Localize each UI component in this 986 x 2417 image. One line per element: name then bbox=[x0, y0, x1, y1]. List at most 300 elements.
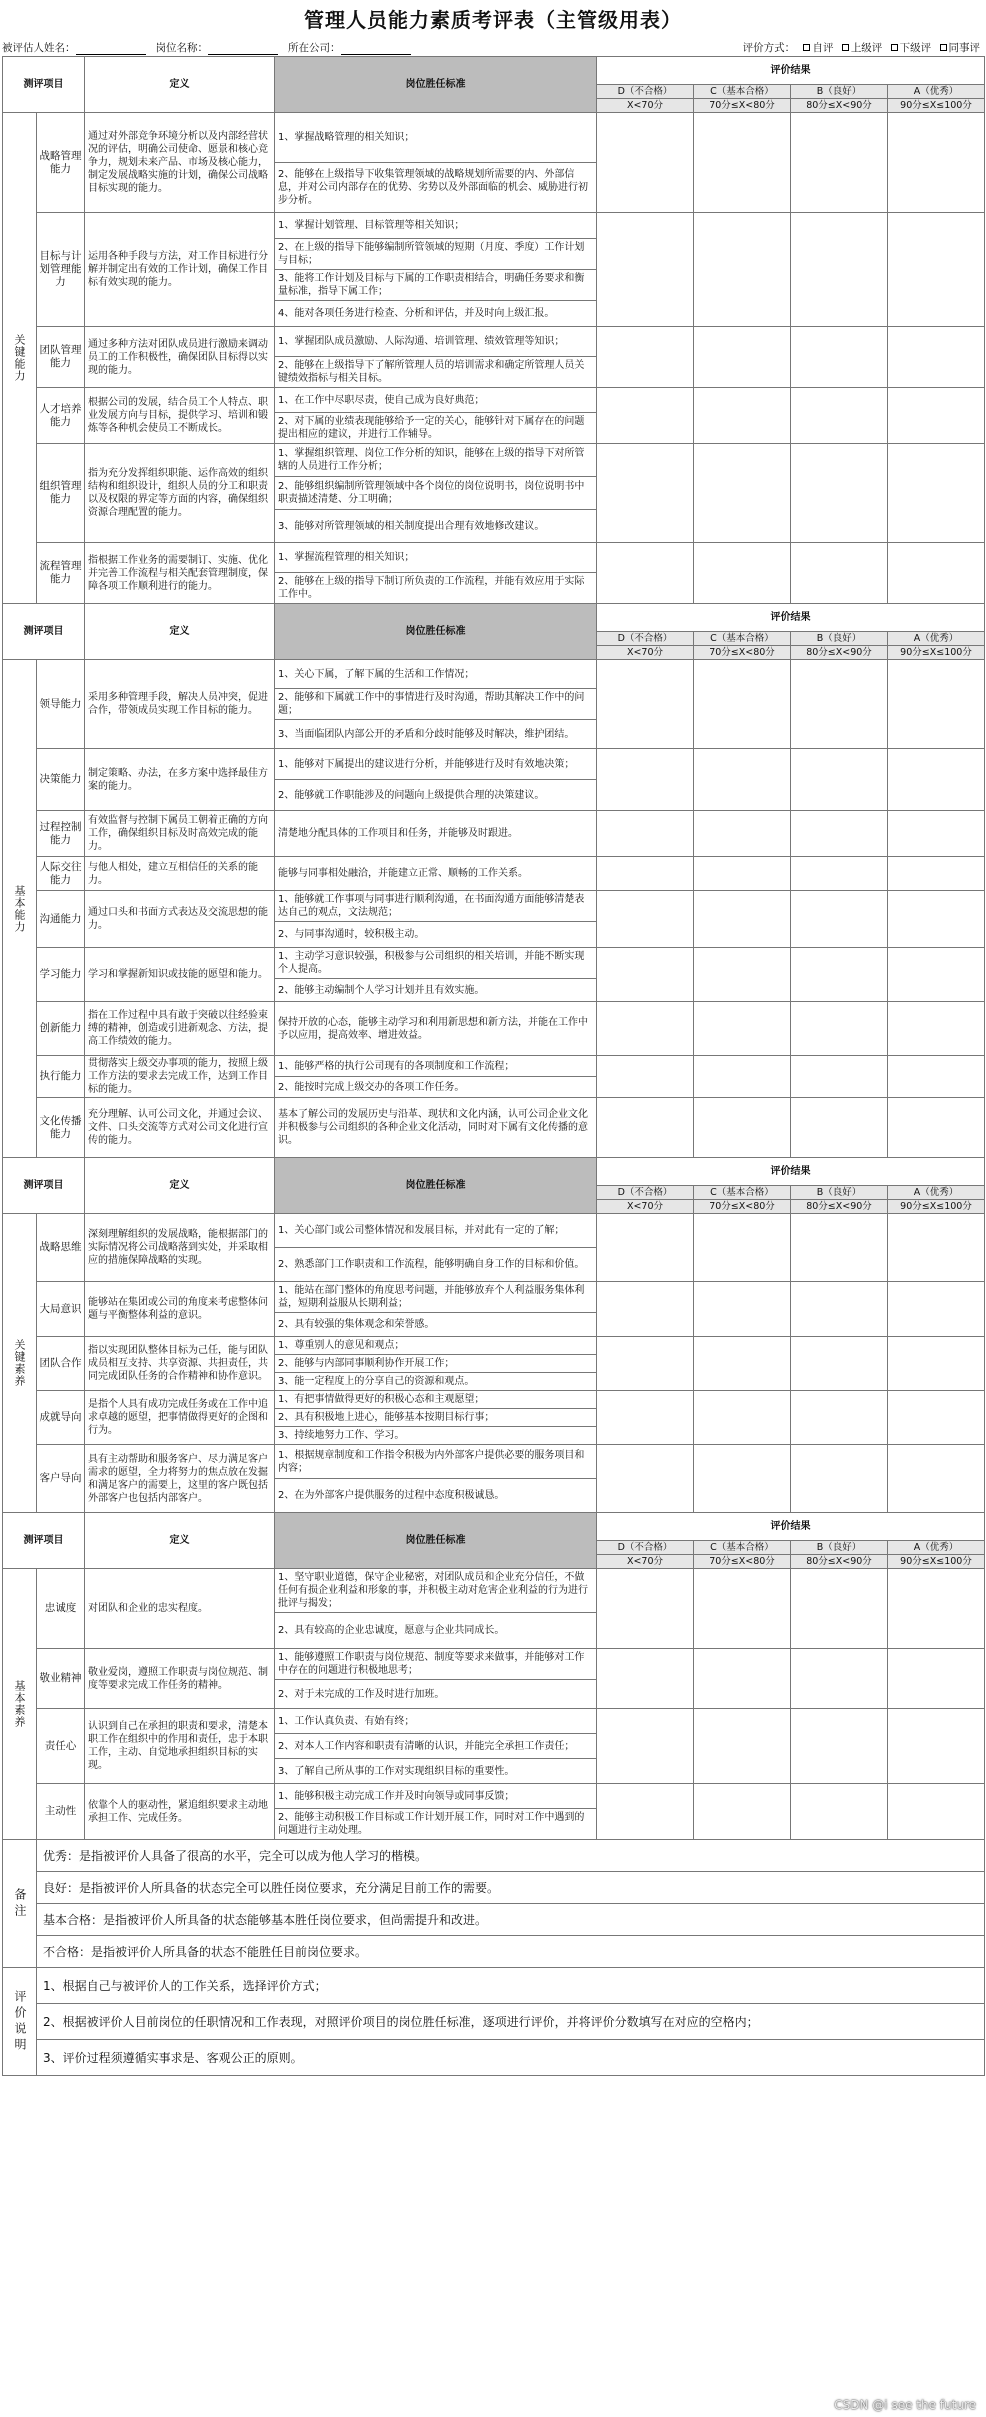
competency-definition: 深刻理解组织的发展战略，能根据部门的实际情况将公司战略落到实处，并采取相应的措施保障战略的实现。 bbox=[85, 1214, 275, 1282]
standard-cell: 2、能够在上级指导下收集管理领域的战略规划所需要的内、外部信息，并对公司内部存在的优势、劣势以及外部面临的机会、威胁进行初步分析。 bbox=[275, 163, 597, 213]
table-row bbox=[3, 1649, 985, 1680]
standard-cell: 1、掌握战略管理的相关知识； bbox=[275, 113, 597, 163]
competency-definition: 指为充分发挥组织职能、运作高效的组织结构和组织设计，组织人员的分工和职责以及权限的界定等方面的内容，确保组织资源合理配置的能力。 bbox=[85, 444, 275, 543]
score-input-cell[interactable] bbox=[791, 1445, 888, 1513]
standard-header: 岗位胜任标准 bbox=[275, 57, 597, 113]
competency-definition: 具有主动帮助和服务客户、尽力满足客户需求的愿望，全力将努力的焦点放在发掘和满足客户的需要上，这里的客户既包括外部客户也包括内部客户。 bbox=[85, 1445, 275, 1513]
category-cell: 基本素养 bbox=[3, 1569, 37, 1840]
standard-cell: 1、能够积极主动完成工作并及时向领导或同事反馈； bbox=[275, 1784, 597, 1809]
instructions-label: 评价说明 bbox=[3, 1968, 37, 2076]
competency-definition: 对团队和企业的忠实程度。 bbox=[85, 1569, 275, 1649]
standard-header: 岗位胜任标准 bbox=[275, 1513, 597, 1569]
competency-definition: 与他人相处，建立互相信任的关系的能力。 bbox=[85, 857, 275, 891]
score-input-cell[interactable] bbox=[597, 1445, 694, 1513]
score-input-cell[interactable] bbox=[694, 1282, 791, 1337]
score-input-cell[interactable] bbox=[791, 1282, 888, 1337]
score-input-cell[interactable] bbox=[888, 660, 985, 749]
competency-definition: 通过对外部竞争环境分析以及内部经营状况的评估，明确公司使命、愿景和核心竞争力，规划未来产品、市场及核心能力，制定发展战略实施的计划，确保公司战略目标实现的能力。 bbox=[85, 113, 275, 213]
score-input-cell[interactable] bbox=[597, 1784, 694, 1840]
competency-definition: 依靠个人的驱动性，紧追组织要求主动地承担工作、完成任务。 bbox=[85, 1784, 275, 1840]
standard-cell: 1、主动学习意识较强，积极参与公司组织的相关培训，并能不断实现个人提高。 bbox=[275, 948, 597, 979]
score-input-cell[interactable] bbox=[888, 811, 985, 857]
competency-name: 大局意识 bbox=[37, 1282, 85, 1337]
table-row bbox=[3, 891, 985, 922]
level-label: B（良好） bbox=[791, 85, 888, 99]
standard-header: 岗位胜任标准 bbox=[275, 1158, 597, 1214]
score-input-cell[interactable] bbox=[597, 660, 694, 749]
result-header: 评价结果 bbox=[597, 57, 985, 85]
evaluation-method bbox=[743, 40, 980, 55]
competency-definition: 指以实现团队整体目标为己任，能与团队成员相互支持、共享资源、共担责任，共同完成团队任务的合作精神和协作意识。 bbox=[85, 1337, 275, 1391]
competency-name: 过程控制能力 bbox=[37, 811, 85, 857]
item-header: 测评项目 bbox=[3, 604, 85, 660]
score-input-cell[interactable] bbox=[888, 749, 985, 811]
standard-cell: 1、掌握组织管理、岗位工作分析的知识，能够在上级的指导下对所管辖的人员进行工作分析； bbox=[275, 444, 597, 477]
score-input-cell[interactable] bbox=[694, 1784, 791, 1840]
table-row bbox=[3, 1784, 985, 1809]
standard-cell: 2、能够主动编制个人学习计划并且有效实施。 bbox=[275, 979, 597, 1002]
table-row bbox=[3, 444, 985, 477]
item-header: 测评项目 bbox=[3, 57, 85, 113]
score-input-cell[interactable] bbox=[888, 1569, 985, 1649]
definition-header: 定义 bbox=[85, 1158, 275, 1214]
score-input-cell[interactable] bbox=[597, 1098, 694, 1158]
score-input-cell[interactable] bbox=[694, 1214, 791, 1282]
table-row bbox=[3, 811, 985, 857]
score-input-cell[interactable] bbox=[791, 444, 888, 543]
level-label: C（基本合格） bbox=[694, 85, 791, 99]
competency-definition: 采用多种管理手段，解决人员冲突，促进合作，带领成员实现工作目标的能力。 bbox=[85, 660, 275, 749]
score-input-cell[interactable] bbox=[791, 1649, 888, 1709]
score-range: 80分≤X<90分 bbox=[791, 99, 888, 113]
standard-cell: 4、能对各项任务进行检查、分析和评估，并及时向上级汇报。 bbox=[275, 301, 597, 327]
note-text: 基本合格：是指被评价人所具备的状态能够基本胜任岗位要求，但尚需提升和改进。 bbox=[37, 1904, 985, 1936]
score-input-cell[interactable] bbox=[791, 948, 888, 1002]
score-input-cell[interactable] bbox=[597, 749, 694, 811]
standard-cell: 2、对下属的业绩表现能够给予一定的关心，能够针对下属存在的问题提出相应的建议，并进行工作辅导。 bbox=[275, 413, 597, 444]
score-input-cell[interactable] bbox=[694, 543, 791, 604]
method-checkbox[interactable] bbox=[842, 44, 849, 51]
competency-name: 人际交往能力 bbox=[37, 857, 85, 891]
level-label: A（优秀） bbox=[888, 1541, 985, 1555]
score-input-cell[interactable] bbox=[888, 543, 985, 604]
table-row bbox=[3, 749, 985, 780]
competency-name: 客户导向 bbox=[37, 1445, 85, 1513]
note-row bbox=[3, 1872, 985, 1904]
standard-cell: 1、能够就工作事项与同事进行顺利沟通，在书面沟通方面能够清楚表达自己的观点，文法规范； bbox=[275, 891, 597, 922]
score-input-cell[interactable] bbox=[791, 1709, 888, 1784]
table-row bbox=[3, 1337, 985, 1355]
level-label: D（不合格） bbox=[597, 85, 694, 99]
competency-name: 流程管理能力 bbox=[37, 543, 85, 604]
result-header: 评价结果 bbox=[597, 1513, 985, 1541]
score-input-cell[interactable] bbox=[791, 749, 888, 811]
score-input-cell[interactable] bbox=[791, 1098, 888, 1158]
competency-definition: 有效监督与控制下属员工朝着正确的方向工作，确保组织目标及时高效完成的能力。 bbox=[85, 811, 275, 857]
score-range: X<70分 bbox=[597, 1200, 694, 1214]
header-row bbox=[3, 57, 985, 85]
table-row bbox=[3, 1214, 985, 1248]
score-input-cell[interactable] bbox=[888, 1337, 985, 1391]
standard-cell: 清楚地分配具体的工作项目和任务，并能够及时跟进。 bbox=[275, 811, 597, 857]
score-input-cell[interactable] bbox=[791, 891, 888, 948]
table-row bbox=[3, 660, 985, 689]
table-row bbox=[3, 1098, 985, 1158]
standard-cell: 1、能站在部门整体的角度思考问题，并能够放弃个人利益服务集体利益，短期利益服从长期利益； bbox=[275, 1282, 597, 1313]
note-row bbox=[3, 1904, 985, 1936]
standard-cell: 2、在上级的指导下能够编制所管领域的短期（月度、季度）工作计划与目标； bbox=[275, 239, 597, 270]
score-range: 80分≤X<90分 bbox=[791, 1200, 888, 1214]
score-input-cell[interactable] bbox=[694, 1337, 791, 1391]
competency-name: 敬业精神 bbox=[37, 1649, 85, 1709]
standard-cell: 3、能一定程度上的分享自己的资源和观点。 bbox=[275, 1373, 597, 1391]
score-input-cell[interactable] bbox=[597, 213, 694, 327]
score-input-cell[interactable] bbox=[694, 1098, 791, 1158]
score-input-cell[interactable] bbox=[694, 660, 791, 749]
score-input-cell[interactable] bbox=[694, 444, 791, 543]
standard-cell: 2、能够组织编制所管理领域中各个岗位的岗位说明书，岗位说明书中职责描述清楚、分工明确； bbox=[275, 477, 597, 510]
category-cell: 基本能力 bbox=[3, 660, 37, 1158]
header-row bbox=[3, 1513, 985, 1541]
competency-definition: 是指个人具有成功完成任务或在工作中追求卓越的愿望，把事情做得更好的企图和行为。 bbox=[85, 1391, 275, 1445]
header-row bbox=[3, 604, 985, 632]
page-title: 管理人员能力素质考评表（主管级用表） bbox=[304, 7, 682, 32]
standard-cell: 1、在工作中尽职尽责，使自己成为良好典范； bbox=[275, 388, 597, 413]
method-label: 评价方式： bbox=[742, 42, 796, 54]
standard-cell: 2、能够和下属就工作中的事情进行及时沟通，帮助其解决工作中的问题； bbox=[275, 689, 597, 720]
score-input-cell[interactable] bbox=[597, 891, 694, 948]
position-label: 岗位名称： bbox=[155, 42, 208, 54]
score-range: X<70分 bbox=[597, 646, 694, 660]
competency-name: 组织管理能力 bbox=[37, 444, 85, 543]
method-checkbox[interactable] bbox=[803, 44, 810, 51]
company-label: 所在公司： bbox=[288, 42, 341, 54]
competency-name: 文化传播能力 bbox=[37, 1098, 85, 1158]
table-row bbox=[3, 388, 985, 413]
score-input-cell[interactable] bbox=[597, 948, 694, 1002]
competency-name: 战略思维 bbox=[37, 1214, 85, 1282]
competency-definition: 认识到自己在承担的职责和要求，清楚本职工作在组织中的作用和责任，忠于本职工作，主动、自觉地承担组织目标的实现。 bbox=[85, 1709, 275, 1784]
standard-cell: 2、具有较高的企业忠诚度，愿意与企业共同成长。 bbox=[275, 1613, 597, 1649]
result-header: 评价结果 bbox=[597, 1158, 985, 1186]
method-checkbox[interactable] bbox=[891, 44, 898, 51]
item-header: 测评项目 bbox=[3, 1158, 85, 1214]
competency-name: 执行能力 bbox=[37, 1056, 85, 1098]
standard-cell: 1、关心部门或公司整体情况和发展目标，并对此有一定的了解； bbox=[275, 1214, 597, 1248]
table-row bbox=[3, 948, 985, 979]
level-label: B（良好） bbox=[791, 1186, 888, 1200]
score-input-cell[interactable] bbox=[597, 1569, 694, 1649]
competency-name: 人才培养能力 bbox=[37, 388, 85, 444]
instruction-text: 2、根据被评价人目前岗位的任职情况和工作表现，对照评价项目的岗位胜任标准，逐项进行评价，并将评价分数填写在对应的空格内； bbox=[37, 2004, 985, 2040]
score-input-cell[interactable] bbox=[791, 1002, 888, 1056]
score-input-cell[interactable] bbox=[888, 1445, 985, 1513]
score-input-cell[interactable] bbox=[888, 1649, 985, 1709]
score-input-cell[interactable] bbox=[694, 388, 791, 444]
score-input-cell[interactable] bbox=[597, 388, 694, 444]
level-label: C（基本合格） bbox=[694, 632, 791, 646]
method-checkbox[interactable] bbox=[940, 44, 947, 51]
note-row bbox=[3, 1936, 985, 1968]
standard-cell: 2、能够在上级指导下了解所管理人员的培训需求和确定所管理人员关键绩效指标与相关目标。 bbox=[275, 357, 597, 388]
score-input-cell[interactable] bbox=[597, 113, 694, 213]
definition-header: 定义 bbox=[85, 604, 275, 660]
competency-name: 战略管理能力 bbox=[37, 113, 85, 213]
score-input-cell[interactable] bbox=[888, 327, 985, 388]
score-input-cell[interactable] bbox=[888, 1709, 985, 1784]
standard-cell: 1、掌握团队成员激励、人际沟通、培训管理、绩效管理等知识； bbox=[275, 327, 597, 357]
score-input-cell[interactable] bbox=[694, 1391, 791, 1445]
method-option: 上级评 bbox=[850, 42, 883, 54]
definition-header: 定义 bbox=[85, 57, 275, 113]
score-input-cell[interactable] bbox=[791, 327, 888, 388]
score-input-cell[interactable] bbox=[597, 1649, 694, 1709]
score-range: 70分≤X<80分 bbox=[694, 1555, 791, 1569]
score-input-cell[interactable] bbox=[694, 1709, 791, 1784]
level-label: D（不合格） bbox=[597, 1186, 694, 1200]
standard-cell: 2、能按时完成上级交办的各项工作任务。 bbox=[275, 1077, 597, 1098]
competency-name: 团队合作 bbox=[37, 1337, 85, 1391]
standard-cell: 1、能够对下属提出的建议进行分析，并能够进行及时有效地决策； bbox=[275, 749, 597, 780]
standard-cell: 1、坚守职业道德，保守企业秘密，对团队成员和企业充分信任，不做任何有损企业利益和形象的事，并积极主动对危害企业利益的行为进行批评与揭发； bbox=[275, 1569, 597, 1613]
score-range: 80分≤X<90分 bbox=[791, 646, 888, 660]
standard-cell: 2、能够就工作职能涉及的问题向上级提供合理的决策建议。 bbox=[275, 780, 597, 811]
table-row bbox=[3, 543, 985, 573]
score-input-cell[interactable] bbox=[694, 749, 791, 811]
notes-label: 备注 bbox=[3, 1840, 37, 1968]
standard-cell: 1、根据规章制度和工作指令积极为内外部客户提供必要的服务项目和内容； bbox=[275, 1445, 597, 1479]
table-row bbox=[3, 1569, 985, 1613]
score-input-cell[interactable] bbox=[694, 891, 791, 948]
level-label: C（基本合格） bbox=[694, 1541, 791, 1555]
category-cell: 关键素养 bbox=[3, 1214, 37, 1513]
score-input-cell[interactable] bbox=[888, 1098, 985, 1158]
score-range: X<70分 bbox=[597, 1555, 694, 1569]
standard-cell: 1、掌握计划管理、目标管理等相关知识； bbox=[275, 213, 597, 239]
competency-name: 沟通能力 bbox=[37, 891, 85, 948]
standard-cell: 3、了解自己所从事的工作对实现组织目标的重要性。 bbox=[275, 1759, 597, 1784]
level-label: D（不合格） bbox=[597, 1541, 694, 1555]
table-row bbox=[3, 327, 985, 357]
score-input-cell[interactable] bbox=[888, 1784, 985, 1840]
note-row bbox=[3, 1840, 985, 1872]
score-input-cell[interactable] bbox=[694, 1445, 791, 1513]
score-input-cell[interactable] bbox=[888, 1056, 985, 1098]
score-input-cell[interactable] bbox=[791, 811, 888, 857]
score-input-cell[interactable] bbox=[791, 1337, 888, 1391]
score-input-cell[interactable] bbox=[888, 891, 985, 948]
competency-name: 团队管理能力 bbox=[37, 327, 85, 388]
score-input-cell[interactable] bbox=[791, 388, 888, 444]
competency-definition: 指根据工作业务的需要制订、实施、优化并完善工作流程与相关配套管理制度，保障各项工作顺利进行的能力。 bbox=[85, 543, 275, 604]
competency-definition: 制定策略、办法，在多方案中选择最佳方案的能力。 bbox=[85, 749, 275, 811]
score-range: 90分≤X≤100分 bbox=[888, 1555, 985, 1569]
method-option: 同事评 bbox=[948, 42, 980, 54]
standard-cell: 3、持续地努力工作、学习。 bbox=[275, 1427, 597, 1445]
table-row bbox=[3, 1282, 985, 1313]
score-input-cell[interactable] bbox=[694, 1056, 791, 1098]
score-input-cell[interactable] bbox=[888, 1214, 985, 1282]
score-input-cell[interactable] bbox=[597, 811, 694, 857]
table-row bbox=[3, 857, 985, 891]
score-input-cell[interactable] bbox=[888, 857, 985, 891]
standard-cell: 1、尊重别人的意见和观点； bbox=[275, 1337, 597, 1355]
standard-cell: 1、能够遵照工作职责与岗位规范、制度等要求来做事，并能够对工作中存在的问题进行积极地思考； bbox=[275, 1649, 597, 1680]
score-input-cell[interactable] bbox=[694, 811, 791, 857]
standard-cell: 1、能够严格的执行公司现有的各项制度和工作流程； bbox=[275, 1056, 597, 1077]
standard-cell: 2、与同事沟通时，较积极主动。 bbox=[275, 922, 597, 948]
standard-cell: 能够与同事相处融洽，并能建立正常、顺畅的工作关系。 bbox=[275, 857, 597, 891]
competency-name: 创新能力 bbox=[37, 1002, 85, 1056]
score-range: 90分≤X≤100分 bbox=[888, 646, 985, 660]
standard-cell: 1、工作认真负责、有始有终； bbox=[275, 1709, 597, 1734]
score-input-cell[interactable] bbox=[694, 213, 791, 327]
standard-cell: 2、具有积极地上进心，能够基本按期目标行事； bbox=[275, 1409, 597, 1427]
standard-cell: 1、掌握流程管理的相关知识； bbox=[275, 543, 597, 573]
level-label: D（不合格） bbox=[597, 632, 694, 646]
standard-cell: 2、能够主动积极工作目标或工作计划开展工作，同时对工作中遇到的问题进行主动处理。 bbox=[275, 1809, 597, 1840]
table-row bbox=[3, 1056, 985, 1077]
competency-definition: 指在工作过程中具有敢于突破以往经验束缚的精神，创造或引进新观念、方法，提高工作绩效的能力。 bbox=[85, 1002, 275, 1056]
score-input-cell[interactable] bbox=[888, 213, 985, 327]
score-input-cell[interactable] bbox=[888, 1391, 985, 1445]
score-input-cell[interactable] bbox=[694, 857, 791, 891]
competency-definition: 充分理解、认可公司文化，并通过会议、文件、口头交流等方式对公司文化进行宣传的能力。 bbox=[85, 1098, 275, 1158]
score-input-cell[interactable] bbox=[888, 113, 985, 213]
company-name-field[interactable] bbox=[341, 44, 411, 55]
score-input-cell[interactable] bbox=[888, 948, 985, 1002]
score-input-cell[interactable] bbox=[597, 857, 694, 891]
category-cell: 关键能力 bbox=[3, 113, 37, 604]
competency-name: 目标与计划管理能力 bbox=[37, 213, 85, 327]
score-input-cell[interactable] bbox=[791, 1569, 888, 1649]
standard-cell: 2、对本人工作内容和职责有清晰的认识，并能完全承担工作责任； bbox=[275, 1734, 597, 1759]
table-row bbox=[3, 1002, 985, 1056]
score-range: X<70分 bbox=[597, 99, 694, 113]
instruction-text: 1、根据自己与被评价人的工作关系，选择评价方式； bbox=[37, 1968, 985, 2004]
method-option: 下级评 bbox=[899, 42, 932, 54]
competency-name: 忠诚度 bbox=[37, 1569, 85, 1649]
level-label: A（优秀） bbox=[888, 85, 985, 99]
level-label: A（优秀） bbox=[888, 632, 985, 646]
score-input-cell[interactable] bbox=[791, 1056, 888, 1098]
standard-cell: 2、对于未完成的工作及时进行加班。 bbox=[275, 1680, 597, 1709]
score-range: 70分≤X<80分 bbox=[694, 646, 791, 660]
score-input-cell[interactable] bbox=[791, 543, 888, 604]
competency-name: 主动性 bbox=[37, 1784, 85, 1840]
competency-name: 决策能力 bbox=[37, 749, 85, 811]
standard-cell: 1、关心下属，了解下属的生活和工作情况； bbox=[275, 660, 597, 689]
competency-name: 学习能力 bbox=[37, 948, 85, 1002]
score-input-cell[interactable] bbox=[888, 388, 985, 444]
score-input-cell[interactable] bbox=[791, 1214, 888, 1282]
score-input-cell[interactable] bbox=[791, 857, 888, 891]
competency-definition: 敬业爱岗，遵照工作职责与岗位规范、制度等要求完成工作任务的精神。 bbox=[85, 1649, 275, 1709]
score-input-cell[interactable] bbox=[791, 1391, 888, 1445]
standard-header: 岗位胜任标准 bbox=[275, 604, 597, 660]
score-input-cell[interactable] bbox=[597, 1056, 694, 1098]
score-input-cell[interactable] bbox=[694, 1649, 791, 1709]
standard-cell: 保持开放的心态，能够主动学习和利用新思想和新方法，并能在工作中予以应用，提高效率、增进效益。 bbox=[275, 1002, 597, 1056]
score-input-cell[interactable] bbox=[694, 1569, 791, 1649]
score-input-cell[interactable] bbox=[597, 1709, 694, 1784]
competency-definition: 学习和掌握新知识或技能的愿望和能力。 bbox=[85, 948, 275, 1002]
evaluatee-name-field[interactable] bbox=[76, 44, 146, 55]
score-input-cell[interactable] bbox=[791, 660, 888, 749]
score-input-cell[interactable] bbox=[791, 213, 888, 327]
watermark: CSDN @i see the future bbox=[834, 2398, 976, 2412]
item-header: 测评项目 bbox=[3, 1513, 85, 1569]
standard-cell: 2、熟悉部门工作职责和工作流程，能够明确自身工作的目标和价值。 bbox=[275, 1248, 597, 1282]
instruction-row bbox=[3, 2004, 985, 2040]
score-range: 90分≤X≤100分 bbox=[888, 1200, 985, 1214]
competency-name: 成就导向 bbox=[37, 1391, 85, 1445]
score-range: 90分≤X≤100分 bbox=[888, 99, 985, 113]
table-row bbox=[3, 213, 985, 239]
standard-cell: 2、能够与内部同事顺利协作开展工作； bbox=[275, 1355, 597, 1373]
score-input-cell[interactable] bbox=[597, 1282, 694, 1337]
competency-definition: 贯彻落实上级交办事项的能力，按照上级工作方法的要求去完成工作，达到工作目标的能力。 bbox=[85, 1056, 275, 1098]
evaluation-form bbox=[2, 0, 984, 2076]
level-label: B（良好） bbox=[791, 632, 888, 646]
competency-definition: 通过多种方法对团队成员进行激励来调动员工的工作积极性，确保团队目标得以实现的能力。 bbox=[85, 327, 275, 388]
score-input-cell[interactable] bbox=[597, 1391, 694, 1445]
standard-cell: 3、能将工作计划及目标与下属的工作职责相结合，明确任务要求和衡量标准，指导下属工作； bbox=[275, 270, 597, 301]
score-range: 70分≤X<80分 bbox=[694, 1200, 791, 1214]
competency-definition: 通过口头和书面方式表达及交流思想的能力。 bbox=[85, 891, 275, 948]
header-row bbox=[3, 1158, 985, 1186]
instruction-row bbox=[3, 2040, 985, 2076]
score-input-cell[interactable] bbox=[597, 543, 694, 604]
competency-definition: 根据公司的发展，结合员工个人特点、职业发展方向与目标，提供学习、培训和锻炼等各种机会使员工不断成长。 bbox=[85, 388, 275, 444]
standard-cell: 1、有把事情做得更好的积极心态和主观愿望； bbox=[275, 1391, 597, 1409]
level-label: A（优秀） bbox=[888, 1186, 985, 1200]
evaluatee-label: 被评估人姓名： bbox=[2, 42, 76, 54]
competency-definition: 能够站在集团或公司的角度来考虑整体问题与平衡整体利益的意识。 bbox=[85, 1282, 275, 1337]
table-row bbox=[3, 1445, 985, 1479]
score-input-cell[interactable] bbox=[597, 444, 694, 543]
score-input-cell[interactable] bbox=[597, 327, 694, 388]
position-name-field[interactable] bbox=[208, 44, 278, 55]
score-input-cell[interactable] bbox=[694, 327, 791, 388]
score-input-cell[interactable] bbox=[791, 1784, 888, 1840]
score-input-cell[interactable] bbox=[597, 1002, 694, 1056]
table-row bbox=[3, 113, 985, 163]
level-label: B（良好） bbox=[791, 1541, 888, 1555]
score-input-cell[interactable] bbox=[888, 444, 985, 543]
note-text: 良好：是指被评价人所具备的状态完全可以胜任岗位要求，充分满足目前工作的需要。 bbox=[37, 1872, 985, 1904]
standard-cell: 基本了解公司的发展历史与沿革、现状和文化内涵，认可公司企业文化并积极参与公司组织的各种企业文化活动，同时对下属有文化传播的意识。 bbox=[275, 1098, 597, 1158]
score-input-cell[interactable] bbox=[694, 948, 791, 1002]
result-header: 评价结果 bbox=[597, 604, 985, 632]
standard-cell: 2、能够在上级的指导下制订所负责的工作流程，并能有效应用于实际工作中。 bbox=[275, 573, 597, 604]
standard-cell: 2、具有较强的集体观念和荣誉感。 bbox=[275, 1313, 597, 1337]
table-row bbox=[3, 1709, 985, 1734]
table-row bbox=[3, 1391, 985, 1409]
score-range: 80分≤X<90分 bbox=[791, 1555, 888, 1569]
score-input-cell[interactable] bbox=[888, 1002, 985, 1056]
score-input-cell[interactable] bbox=[888, 1282, 985, 1337]
info-line bbox=[2, 36, 984, 56]
score-input-cell[interactable] bbox=[694, 113, 791, 213]
score-input-cell[interactable] bbox=[597, 1337, 694, 1391]
score-input-cell[interactable] bbox=[694, 1002, 791, 1056]
score-input-cell[interactable] bbox=[791, 113, 888, 213]
note-text: 优秀：是指被评价人具备了很高的水平，完全可以成为他人学习的楷模。 bbox=[37, 1840, 985, 1872]
standard-cell: 2、在为外部客户提供服务的过程中态度积极诚恳。 bbox=[275, 1479, 597, 1513]
competency-name: 领导能力 bbox=[37, 660, 85, 749]
score-input-cell[interactable] bbox=[597, 1214, 694, 1282]
